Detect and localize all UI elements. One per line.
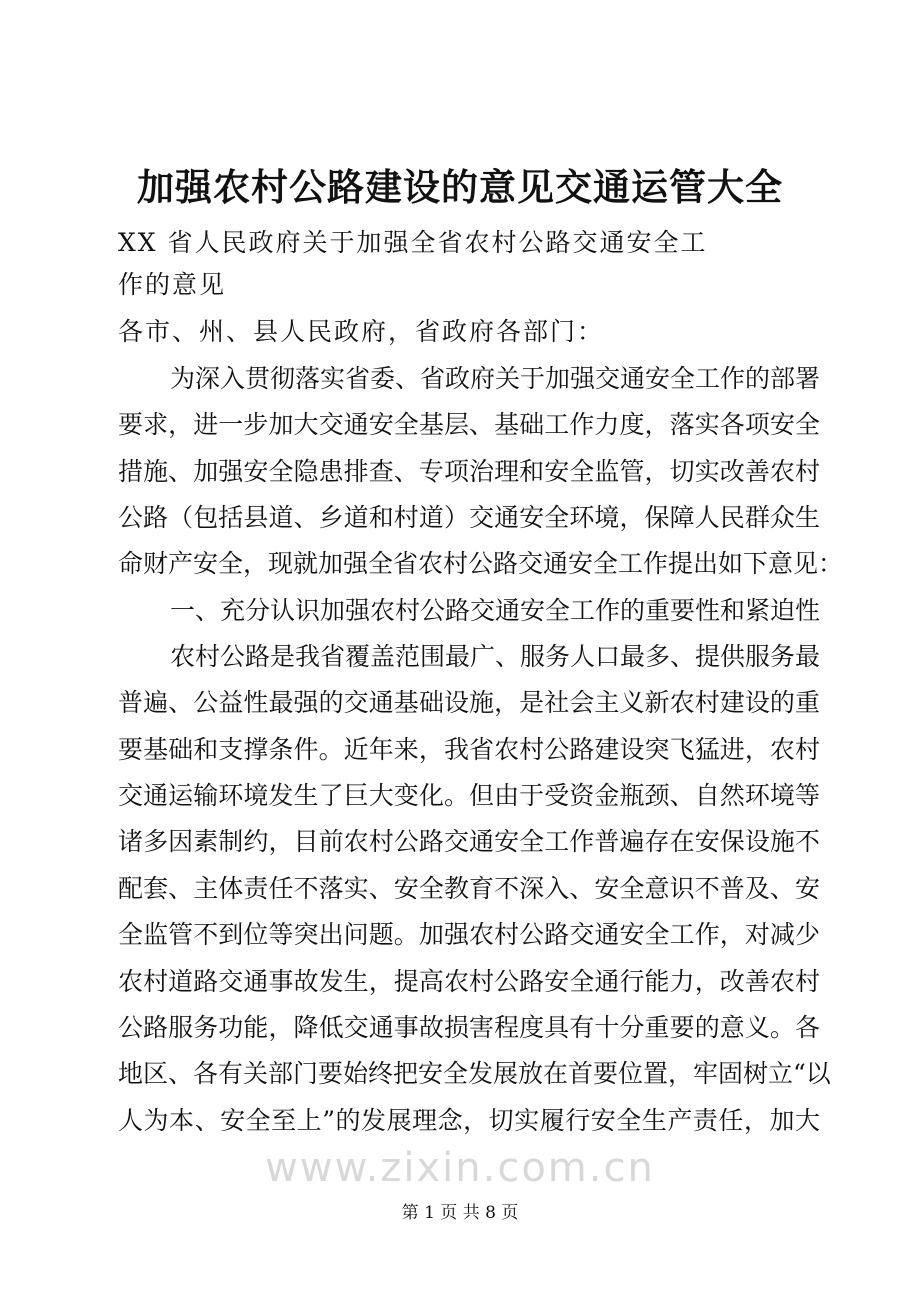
document-title: 加强农村公路建设的意见交通运管大全 <box>137 165 783 209</box>
paragraph-line: 人为本、安全至上”的发展理念，切实履行安全生产责任，加大 <box>118 1106 820 1135</box>
paragraph-line: 农村道路交通事故发生，提高农村公路安全通行能力，改善农村 <box>118 967 820 996</box>
paragraph-line: 普遍、公益性最强的交通基础设施，是社会主义新农村建设的重 <box>118 688 820 717</box>
paragraph-line: 公路（包括县道、乡道和村道）交通安全环境，保障人民群众生 <box>118 503 820 532</box>
page-footer: 第 1 页 共 8 页 <box>401 1203 519 1223</box>
paragraph-line: 公路服务功能，降低交通事故损害程度具有十分重要的意义。各 <box>118 1013 820 1042</box>
paragraph-line: 配套、主体责任不落实、安全教育不深入、安全意识不普及、安 <box>118 874 820 903</box>
paragraph-line: 交通运输环境发生了巨大变化。但由于受资金瓶颈、自然环境等 <box>118 781 820 810</box>
paragraph-line: 要求，进一步加大交通安全基层、基础工作力度，落实各项安全 <box>118 410 820 439</box>
paragraph-line: 命财产安全，现就加强全省农村公路交通安全工作提出如下意见： <box>118 549 844 578</box>
paragraph-line: 要基础和支撑条件。近年来，我省农村公路建设突飞猛进，农村 <box>118 735 820 764</box>
paragraph-line: 全监管不到位等突出问题。加强农村公路交通安全工作，对减少 <box>118 920 820 949</box>
subtitle-line-1: XX 省人民政府关于加强全省农村公路交通安全工 <box>118 228 708 257</box>
subtitle-line-2: 作的意见 <box>118 270 227 299</box>
watermark: www.zixin.com.cn <box>265 1145 655 1191</box>
salutation: 各市、州、县人民政府，省政府各部门： <box>118 317 605 346</box>
section-heading: 一、充分认识加强农村公路交通安全工作的重要性和紧迫性 <box>170 596 821 625</box>
paragraph-line: 为深入贯彻落实省委、省政府关于加强交通安全工作的部署 <box>170 364 821 393</box>
paragraph-line: 地区、各有关部门要始终把安全发展放在首要位置，牢固树立“以 <box>118 1059 831 1088</box>
paragraph-line: 诸多因素制约，目前农村公路交通安全工作普遍存在安保设施不 <box>118 827 820 856</box>
paragraph-line: 措施、加强安全隐患排查、专项治理和安全监管，切实改善农村 <box>118 457 820 486</box>
paragraph-line: 农村公路是我省覆盖范围最广、服务人口最多、提供服务最 <box>170 642 821 671</box>
